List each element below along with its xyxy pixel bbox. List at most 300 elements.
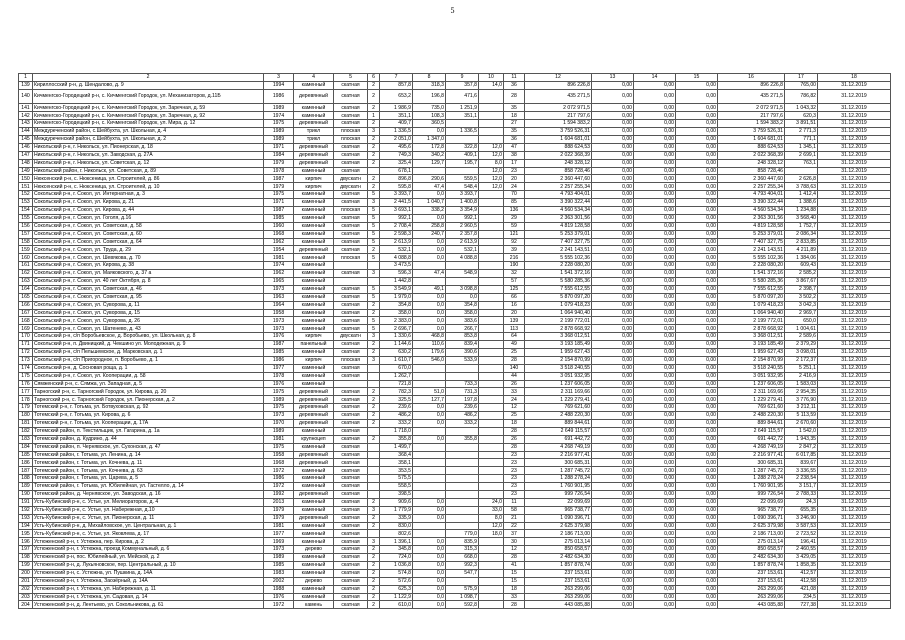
table-cell: 0,00	[634, 420, 676, 428]
table-cell: 0,00	[592, 206, 634, 214]
table-cell: 0,00	[676, 530, 718, 538]
table-cell: 31.12.2019	[818, 301, 891, 309]
table-cell: 858 728,46	[525, 167, 592, 175]
table-cell: 0,00	[592, 404, 634, 412]
table-cell: 575,9	[446, 585, 479, 593]
table-cell	[479, 538, 504, 546]
table-cell: 1962	[264, 238, 294, 246]
table-cell: 2 708,4	[380, 222, 413, 230]
table-cell: 0,00	[634, 435, 676, 443]
table-cell	[479, 435, 504, 443]
table-cell: 2 051,0	[380, 135, 413, 143]
table-cell: 0,00	[592, 104, 634, 112]
table-cell: 575,5	[380, 475, 413, 483]
table-cell: 28	[504, 427, 525, 435]
table-cell: скатная	[334, 325, 368, 333]
table-cell	[446, 167, 479, 175]
table-cell: 7 407 327,75	[525, 238, 592, 246]
table-cell: 33	[504, 388, 525, 396]
table-cell: 0,00	[676, 546, 718, 554]
table-cell: 1 288 278,24	[525, 475, 592, 483]
table-cell	[446, 475, 479, 483]
table-cell: трикл	[294, 135, 334, 143]
table-cell: 668,0	[446, 554, 479, 562]
table-cell: 0,00	[676, 270, 718, 278]
table-cell: 23	[504, 467, 525, 475]
table-cell: 1988	[264, 585, 294, 593]
table-cell: 0,00	[634, 167, 676, 175]
table-cell: 0,00	[676, 317, 718, 325]
table-cell: 196,41	[785, 538, 818, 546]
table-cell: 830,0	[380, 522, 413, 530]
table-cell: скатная	[334, 222, 368, 230]
table-cell	[413, 262, 446, 270]
table-cell: скатная	[334, 522, 368, 530]
table-cell: 195	[19, 530, 33, 538]
table-cell: 1 541 372,16	[718, 270, 785, 278]
table-cell: 0,0	[413, 546, 446, 554]
table-cell: 2002	[264, 577, 294, 585]
table-cell: 15	[504, 569, 525, 577]
table-cell: 558,5	[380, 483, 413, 491]
table-cell	[479, 104, 504, 112]
table-cell: 163	[19, 277, 33, 285]
table-cell: 44	[504, 372, 525, 380]
table-cell: 1972	[264, 601, 294, 609]
table-cell	[446, 277, 479, 285]
table-cell: 5	[368, 254, 380, 262]
table-cell: 1 396,1	[380, 538, 413, 546]
table-cell: 0,00	[634, 222, 676, 230]
table-cell: 38	[504, 151, 525, 159]
table-cell: скатная	[334, 238, 368, 246]
table-cell	[479, 569, 504, 577]
address-cell: Усть-Кубинский р-н, д. Михайловское, ул. Центральная, д. 1	[33, 522, 264, 530]
table-cell: 33,0	[479, 506, 504, 514]
table-cell: 198	[19, 554, 33, 562]
table-cell: 2 186 713,00	[525, 530, 592, 538]
table-cell: 4 819 128,58	[525, 222, 592, 230]
table-cell: 23	[504, 167, 525, 175]
table-cell: 3 759 526,31	[525, 128, 592, 136]
table-cell: 1 122,9	[380, 593, 413, 601]
table-cell: каменный	[294, 506, 334, 514]
table-cell: 156	[19, 222, 33, 230]
column-number-header-row	[19, 74, 891, 82]
table-cell: 195,7	[446, 159, 479, 167]
table-cell: 5 253 379,01	[525, 230, 592, 238]
table-cell: 0,0	[413, 246, 446, 254]
table-cell: 170	[19, 333, 33, 341]
table-cell: 18	[504, 420, 525, 428]
table-cell: 3 518 240,55	[525, 364, 592, 372]
table-cell	[479, 254, 504, 262]
table-cell: 1981	[264, 254, 294, 262]
table-cell: 23	[504, 459, 525, 467]
table-cell: 300 685,31	[525, 459, 592, 467]
table-cell: 31.12.2019	[818, 270, 891, 278]
table-cell: 2	[368, 396, 380, 404]
table-cell: 735,0	[413, 104, 446, 112]
table-cell	[334, 277, 368, 285]
table-cell: 179,6	[413, 348, 446, 356]
table-cell: 2	[368, 104, 380, 112]
table-row	[19, 538, 891, 546]
table-cell: 1 330,6	[380, 333, 413, 341]
table-cell: 0,00	[592, 325, 634, 333]
table-cell: 1 760 901,95	[718, 483, 785, 491]
table-cell: 31.12.2019	[818, 585, 891, 593]
table-row	[19, 530, 891, 538]
table-cell: 0,00	[634, 427, 676, 435]
table-cell: 2 154 870,99	[718, 356, 785, 364]
table-cell: 471,6	[446, 89, 479, 104]
table-cell: скатная	[334, 309, 368, 317]
table-cell: скатная	[334, 230, 368, 238]
table-cell: 0,00	[634, 522, 676, 530]
table-cell: 0,00	[592, 120, 634, 128]
table-cell: 1 499,7	[380, 443, 413, 451]
table-cell: скатная	[334, 483, 368, 491]
table-cell: 1975	[264, 120, 294, 128]
table-cell: 0,00	[592, 514, 634, 522]
table-cell: 3	[368, 199, 380, 207]
table-cell: 3 693,1	[380, 206, 413, 214]
table-cell: 3 390 322,44	[525, 199, 592, 207]
table-cell: 0,00	[676, 443, 718, 451]
address-cell: Усть-Кубинский р-н, с. Устье, ул. Пионерская, д. 11	[33, 514, 264, 522]
table-cell: 12,0	[479, 143, 504, 151]
table-cell: 896 226,8	[525, 81, 592, 89]
table-cell	[479, 191, 504, 199]
table-cell: 0,00	[676, 143, 718, 151]
table-cell: 0,0	[413, 593, 446, 601]
table-cell: 5 870 097,20	[525, 293, 592, 301]
table-cell: 31.12.2019	[818, 89, 891, 104]
table-cell: скатная	[334, 585, 368, 593]
table-cell: 3 568,40	[785, 214, 818, 222]
address-cell: Тотемский район, д. Кудрино, д. 44	[33, 435, 264, 443]
table-row	[19, 341, 891, 349]
table-cell: 532,1	[446, 246, 479, 254]
table-cell: 0,00	[592, 199, 634, 207]
table-cell: 2	[368, 420, 380, 428]
table-cell: 139	[19, 81, 33, 89]
table-cell: 1973	[264, 285, 294, 293]
table-cell: 333,2	[380, 420, 413, 428]
column-number-cell: 5	[334, 74, 368, 82]
table-cell	[479, 89, 504, 104]
table-cell	[479, 475, 504, 483]
table-cell: скатная	[334, 104, 368, 112]
table-row	[19, 435, 891, 443]
table-cell: 3 193 185,49	[525, 341, 592, 349]
table-cell: 2 086,34	[785, 230, 818, 238]
table-row	[19, 167, 891, 175]
table-cell: 31.12.2019	[818, 356, 891, 364]
column-number-cell: 7	[380, 74, 413, 82]
table-cell: 193	[19, 514, 33, 522]
table-cell	[413, 522, 446, 530]
table-cell: 153	[19, 199, 33, 207]
table-cell: дерево	[294, 546, 334, 554]
table-cell: плоская	[334, 135, 368, 143]
table-cell	[413, 427, 446, 435]
table-cell	[446, 498, 479, 506]
address-cell: Устюженский р-н, г. Устюжна, проезд Коммунальный, д. 6	[33, 546, 264, 554]
table-cell: 31.12.2019	[818, 262, 891, 270]
table-cell: 0,00	[676, 333, 718, 341]
table-cell	[446, 451, 479, 459]
table-cell: каменный	[294, 81, 334, 89]
address-cell: Сокольский р-н, г. Сокол, ул. Шевякова, д. 70	[33, 254, 264, 262]
table-cell: 31.12.2019	[818, 475, 891, 483]
table-cell: 4 268 749,19	[525, 443, 592, 451]
table-cell: 0,00	[676, 577, 718, 585]
table-cell	[479, 333, 504, 341]
table-cell: 2	[368, 159, 380, 167]
table-cell	[479, 388, 504, 396]
table-cell: 889 844,61	[525, 420, 592, 428]
table-cell: 161	[19, 262, 33, 270]
table-cell: 333,2	[446, 420, 479, 428]
table-cell: 1986	[264, 475, 294, 483]
table-cell: 5	[368, 222, 380, 230]
table-cell: 749,3	[380, 151, 413, 159]
table-cell: 3 776,90	[785, 396, 818, 404]
table-cell: скатная	[334, 538, 368, 546]
table-cell: 146	[19, 143, 33, 151]
column-number-cell: 10	[479, 74, 504, 82]
table-cell: 197,8	[446, 396, 479, 404]
table-cell: 0,00	[676, 167, 718, 175]
table-cell: 6 017,85	[785, 451, 818, 459]
table-cell: 3 098,01	[785, 348, 818, 356]
table-cell: 325,4	[380, 159, 413, 167]
table-cell: 0,00	[592, 498, 634, 506]
table-cell: 290,6	[413, 175, 446, 183]
table-cell: 3 393,7	[380, 191, 413, 199]
table-cell: 0,00	[634, 89, 676, 104]
table-cell: 0,00	[676, 396, 718, 404]
table-cell	[446, 467, 479, 475]
table-cell: 31.12.2019	[818, 230, 891, 238]
table-cell: плоская	[334, 254, 368, 262]
table-cell: 0,00	[634, 301, 676, 309]
table-row	[19, 159, 891, 167]
table-cell: 4 793 404,01	[718, 191, 785, 199]
table-cell: 31.12.2019	[818, 593, 891, 601]
table-cell: 5 555 102,36	[525, 254, 592, 262]
table-cell: 2	[368, 577, 380, 585]
table-cell	[479, 341, 504, 349]
table-cell: 5	[368, 317, 380, 325]
table-cell: 92	[504, 238, 525, 246]
table-cell: 0,00	[676, 301, 718, 309]
table-cell: 1986	[264, 356, 294, 364]
table-cell: 0,00	[634, 364, 676, 372]
table-row	[19, 562, 891, 570]
table-cell: 2 311 169,66	[718, 388, 785, 396]
table-cell: 2	[368, 585, 380, 593]
table-cell: 351,1	[380, 112, 413, 120]
table-cell: 2	[368, 341, 380, 349]
table-cell: 2 954,35	[785, 388, 818, 396]
table-cell: 2	[368, 348, 380, 356]
table-cell: 3 246,90	[785, 514, 818, 522]
column-number-cell: 6	[368, 74, 380, 82]
address-cell: Кириллосский р-н, д. Шендалово, д. 9	[33, 81, 264, 89]
table-cell: 11	[504, 498, 525, 506]
table-cell: 0,00	[676, 254, 718, 262]
table-cell: 7 407 327,75	[718, 238, 785, 246]
table-cell: 1979	[264, 183, 294, 191]
table-cell: 670,0	[380, 364, 413, 372]
table-cell: 2	[368, 546, 380, 554]
table-cell: кирпич	[294, 183, 334, 191]
table-cell: 31.12.2019	[818, 443, 891, 451]
table-cell: 315,3	[446, 546, 479, 554]
table-cell: 185	[19, 451, 33, 459]
table-cell: 1989	[264, 135, 294, 143]
table-row	[19, 348, 891, 356]
table-cell: каменный	[294, 530, 334, 538]
table-cell: 0,00	[592, 475, 634, 483]
table-cell: 5 555 102,36	[718, 254, 785, 262]
column-number-cell: 17	[785, 74, 818, 82]
table-cell	[479, 372, 504, 380]
table-cell: каменный	[294, 380, 334, 388]
table-cell	[479, 364, 504, 372]
table-cell	[413, 530, 446, 538]
table-cell	[368, 530, 380, 538]
column-number-cell: 1	[19, 74, 33, 82]
table-row	[19, 191, 891, 199]
table-cell: 12,0	[479, 522, 504, 530]
table-cell: 0,00	[676, 175, 718, 183]
table-cell: 1973	[264, 412, 294, 420]
table-cell: 354,8	[380, 301, 413, 309]
table-cell: 31.12.2019	[818, 214, 891, 222]
address-cell: Сокольский р-н, г. Сокол, ул. Кирова, д. 38	[33, 262, 264, 270]
table-cell: 0,00	[592, 341, 634, 349]
table-cell: 31.12.2019	[818, 562, 891, 570]
table-cell: 1973	[264, 325, 294, 333]
table-cell: 31.12.2019	[818, 199, 891, 207]
table-cell: скатная	[334, 498, 368, 506]
table-row	[19, 325, 891, 333]
table-cell: 2 723,52	[785, 530, 818, 538]
table-cell: 2	[368, 388, 380, 396]
table-cell: 0,00	[676, 569, 718, 577]
table-cell: 2	[368, 601, 380, 609]
table-cell: 0,00	[676, 412, 718, 420]
column-number-cell: 3	[264, 74, 294, 82]
table-cell	[413, 443, 446, 451]
table-cell: 25	[504, 348, 525, 356]
table-cell	[785, 167, 818, 175]
table-cell: 2 363 301,56	[718, 214, 785, 222]
table-cell: 0,00	[676, 498, 718, 506]
table-cell: 1 144,6	[380, 341, 413, 349]
table-cell: 1968	[264, 230, 294, 238]
table-cell: 22 099,69	[525, 498, 592, 506]
table-cell: каменный	[294, 222, 334, 230]
address-cell: Тотемский район, г. Тотьма, ул. Юбилейная, ул. Гастелло, д. 14	[33, 483, 264, 491]
table-cell: 2 357,8	[446, 230, 479, 238]
table-cell: 0,00	[676, 112, 718, 120]
table-cell: 275 013,14	[525, 538, 592, 546]
table-cell: 3 390 322,44	[718, 199, 785, 207]
column-number-cell: 18	[818, 74, 891, 82]
table-cell: 0,00	[676, 293, 718, 301]
table-cell: деревянный	[294, 246, 334, 254]
table-cell: 0,00	[634, 475, 676, 483]
table-row	[19, 120, 891, 128]
table-cell: 355,8	[446, 435, 479, 443]
table-cell: 110,6	[413, 341, 446, 349]
table-cell: 0,00	[592, 459, 634, 467]
table-cell: 1979	[264, 514, 294, 522]
table-cell: 0,00	[676, 309, 718, 317]
table-cell: 0,00	[592, 356, 634, 364]
table-cell: каменный	[294, 104, 334, 112]
table-cell: 2 228 080,20	[525, 262, 592, 270]
table-cell: 5 113,59	[785, 412, 818, 420]
table-cell: 2 022 368,39	[718, 151, 785, 159]
table-cell: 0,00	[676, 128, 718, 136]
table-cell: 0,00	[634, 262, 676, 270]
table-cell: 0,00	[592, 562, 634, 570]
table-cell: 2 311 169,66	[525, 388, 592, 396]
table-cell: 574,8	[380, 569, 413, 577]
table-cell: каменный	[294, 230, 334, 238]
table-cell: 1 718,0	[380, 427, 413, 435]
table-cell	[479, 459, 504, 467]
page-number: 5	[450, 6, 455, 15]
table-cell: 58	[504, 506, 525, 514]
table-cell: 1 604 681,01	[525, 135, 592, 143]
table-cell	[413, 167, 446, 175]
table-cell: деревянный	[294, 459, 334, 467]
table-cell: 3 473,5	[380, 262, 413, 270]
address-cell: Сокольский р-н, г. Сокол, ул. Интернатная, д. 3	[33, 191, 264, 199]
table-cell: 31.12.2019	[818, 491, 891, 499]
table-cell: 179	[19, 404, 33, 412]
table-cell: 4 088,8	[380, 254, 413, 262]
table-row	[19, 506, 891, 514]
address-cell: Устюженский р-н, пос. Юбилейный, ул. Мейской, д. 2	[33, 554, 264, 562]
table-cell: 0,00	[634, 246, 676, 254]
address-cell: Сокольский р-н, г. Сокол, ул. 40 лет Октября, д. 8	[33, 277, 264, 285]
table-cell: 28	[504, 356, 525, 364]
table-cell: 1976	[264, 333, 294, 341]
table-cell: 0,00	[592, 183, 634, 191]
table-cell: 31.12.2019	[818, 254, 891, 262]
table-cell: 0,00	[592, 585, 634, 593]
table-cell: 12	[504, 546, 525, 554]
table-cell	[446, 443, 479, 451]
table-cell: 2	[368, 143, 380, 151]
table-cell: каменный	[294, 467, 334, 475]
table-cell: 141	[19, 104, 33, 112]
table-cell: 1981	[264, 522, 294, 530]
table-cell: 0,00	[676, 135, 718, 143]
address-cell: Сокольский р-н, г. Сокол, ул. Советская, д. 46	[33, 285, 264, 293]
table-cell	[446, 262, 479, 270]
table-row	[19, 175, 891, 183]
table-cell: скатная	[334, 404, 368, 412]
